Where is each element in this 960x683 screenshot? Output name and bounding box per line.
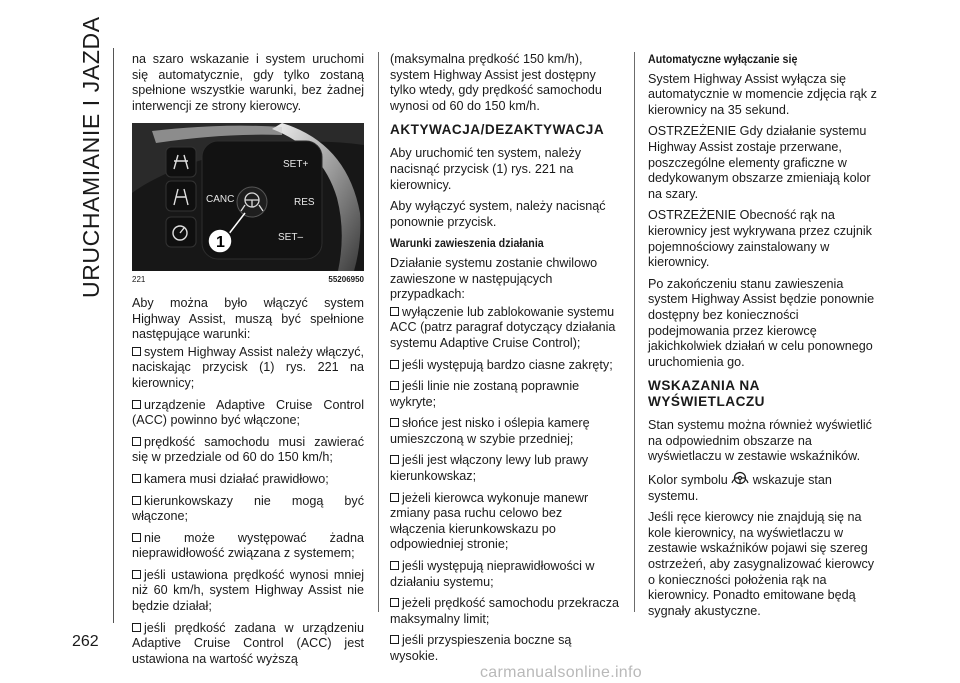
checkbox-bullet-icon — [132, 437, 141, 446]
list-item: system Highway Assist należy włączyć, naciskając przycisk (1) rys. 221 na kierownicy; — [132, 344, 364, 390]
warning-text-2: OSTRZEŻENIE Obecność rąk na kierownicy jest wykrywana przez czujnik pojemnościowy zainstalowany w kierownicy. — [648, 208, 872, 270]
list-item: jeśli prędkość zadana w urządzeniu Adaptive Cruise Control (ACC) jest ustawiona na wartość wyższą — [132, 620, 364, 666]
checkbox-bullet-icon — [390, 561, 399, 570]
figure-number: 221 — [132, 275, 146, 285]
res-label: RES — [294, 197, 315, 209]
continued-text: (maksymalna prędkość 150 km/h), system Highway Assist jest dostępny tylko wtedy, gdy prędkość samochodu wynosi od 60 do 150 km/h. — [390, 52, 602, 113]
list-item: prędkość samochodu musi zawierać się w przedziale od 60 do 150 km/h; — [132, 434, 364, 465]
list-item: wyłączenie lub zablokowanie systemu ACC (patrz paragraf dotyczący działania systemu Adaptive Cruise Control); — [390, 304, 616, 350]
figure-caption — [132, 272, 364, 288]
checkbox-bullet-icon — [390, 360, 399, 369]
list-item: kierunkowskazy nie mogą być włączone; — [132, 493, 364, 524]
suspension-list — [390, 305, 620, 665]
callout-number: 1 — [216, 234, 225, 252]
resume-text: Po zakończeniu stanu zawieszenia system Highway Assist będzie ponownie dostępny bez konieczności podejmowania przez kierowcę jakichkolwiek działań w celu ponownego uruchomienia go. — [648, 276, 875, 369]
section-title: URUCHAMIANIE I JAZDA — [78, 16, 104, 298]
activation-text: Aby uruchomić ten system, należy nacisnąć przycisk (1) rys. 221 na kierownicy. — [390, 146, 582, 192]
conditions-intro: Aby można było włączyć system Highway Assist, muszą być spełnione następujące warunki: — [132, 295, 364, 342]
warning-text-1: OSTRZEŻENIE Gdy działanie systemu Highway Assist zostaje przerwane, poszczególne elementy graficzne w dedykowanym obszarze zmieniają kolor na szary. — [648, 124, 871, 201]
activation-heading: AKTYWACJA/DEZAKTYWACJA — [390, 122, 605, 138]
list-item: słońce jest nisko i oślepia kamerę umieszczoną w szybie przedniej; — [390, 416, 590, 446]
checkbox-bullet-icon — [390, 455, 399, 464]
list-item: nie może występować żadna nieprawidłowość związana z systemem; — [132, 530, 364, 561]
checkbox-bullet-icon — [132, 623, 141, 632]
section-divider — [113, 48, 114, 623]
deactivation-text: Aby wyłączyć system, należy nacisnąć ponownie przycisk. — [390, 199, 606, 229]
figure-code: 55206950 — [328, 275, 364, 285]
checkbox-bullet-icon — [132, 533, 141, 542]
list-item: jeśli występują bardzo ciasne zakręty; — [390, 358, 620, 374]
steering-wheel-photo — [132, 123, 364, 271]
list-item: jeżeli kierowca wykonuje manewr zmiany pasa ruchu celowo bez włączenia kierunkowskazu po odpowiedniej stronie; — [390, 490, 589, 552]
list-item: urządzenie Adaptive Cruise Control (ACC) powinno być włączone; — [132, 397, 364, 428]
list-item: jeśli przyspieszenia boczne są wysokie. — [390, 633, 572, 663]
list-item: kamera musi działać prawidłowo; — [132, 472, 364, 488]
symbol-text: Kolor symbolu wskazuje stan systemu. — [648, 473, 832, 503]
checkbox-bullet-icon — [132, 570, 141, 579]
list-item: jeśli jest włączony lewy lub prawy kierunkowskaz; — [390, 453, 589, 484]
set-plus-label: SET+ — [283, 159, 309, 171]
checkbox-bullet-icon — [390, 598, 399, 607]
watermark: carmanualsonline.info — [480, 664, 642, 681]
checkbox-bullet-icon — [132, 496, 141, 505]
checkbox-bullet-icon — [132, 474, 141, 483]
auto-off-text: System Highway Assist wyłącza się automatycznie w momencie zdjęcia rąk z kierownicy na 35 sekund. — [648, 71, 877, 117]
checkbox-bullet-icon — [132, 400, 141, 409]
intro-text: na szaro wskazanie i system uruchomi się automatycznie, gdy tylko zostaną spełnione wszystkie warunki, bez żadnej interwencji ze strony kierowcy. — [132, 52, 364, 113]
column-2 — [390, 52, 620, 671]
suspension-intro: Działanie systemu zostanie chwilowo zawieszone w następujących przypadkach: — [390, 255, 598, 302]
checkbox-bullet-icon — [390, 307, 399, 316]
checkbox-bullet-icon — [132, 347, 141, 356]
hands-off-text: Jeśli ręce kierowcy nie znajdują się na kole kierownicy, na wyświetlaczu w zestawie wskaźników pojawi się szereg ostrzeżeń, aby zasygnalizować kierowcy o konieczności położenia rąk na kierownicy. Ponadto emitowane będą sygnały akustyczne. — [648, 510, 875, 618]
steering-wheel-figure — [132, 123, 364, 271]
conditions-list — [132, 345, 364, 668]
steering-wheel-hands-icon — [731, 471, 749, 487]
column-3 — [648, 52, 880, 625]
column-divider — [634, 52, 635, 612]
checkbox-bullet-icon — [390, 381, 399, 390]
column-1 — [132, 52, 364, 673]
auto-off-heading: Automatyczne wyłączanie się — [648, 53, 798, 66]
list-item: jeśli linie nie zostaną poprawnie wykryte; — [390, 379, 580, 409]
display-heading: WSKAZANIA NA WYŚWIETLACZU — [648, 378, 766, 410]
page-number: 262 — [72, 633, 99, 650]
list-item: jeśli występują nieprawidłowości w działaniu systemu; — [390, 559, 595, 589]
list-item: jeśli ustawiona prędkość wynosi mniej niż 60 km/h, system Highway Assist nie będzie działał; — [132, 567, 364, 614]
list-item: jeżeli prędkość samochodu przekracza maksymalny limit; — [390, 596, 619, 626]
set-minus-label: SET– — [278, 232, 304, 244]
column-divider — [378, 52, 379, 612]
suspension-heading: Warunki zawieszenia działania — [390, 237, 544, 251]
display-text: Stan systemu można również wyświetlić na odpowiednim obszarze na wyświetlaczu w zestawie wskaźników. — [648, 418, 872, 464]
checkbox-bullet-icon — [390, 493, 399, 502]
checkbox-bullet-icon — [390, 418, 399, 427]
checkbox-bullet-icon — [390, 635, 399, 644]
canc-label: CANC — [206, 194, 235, 206]
